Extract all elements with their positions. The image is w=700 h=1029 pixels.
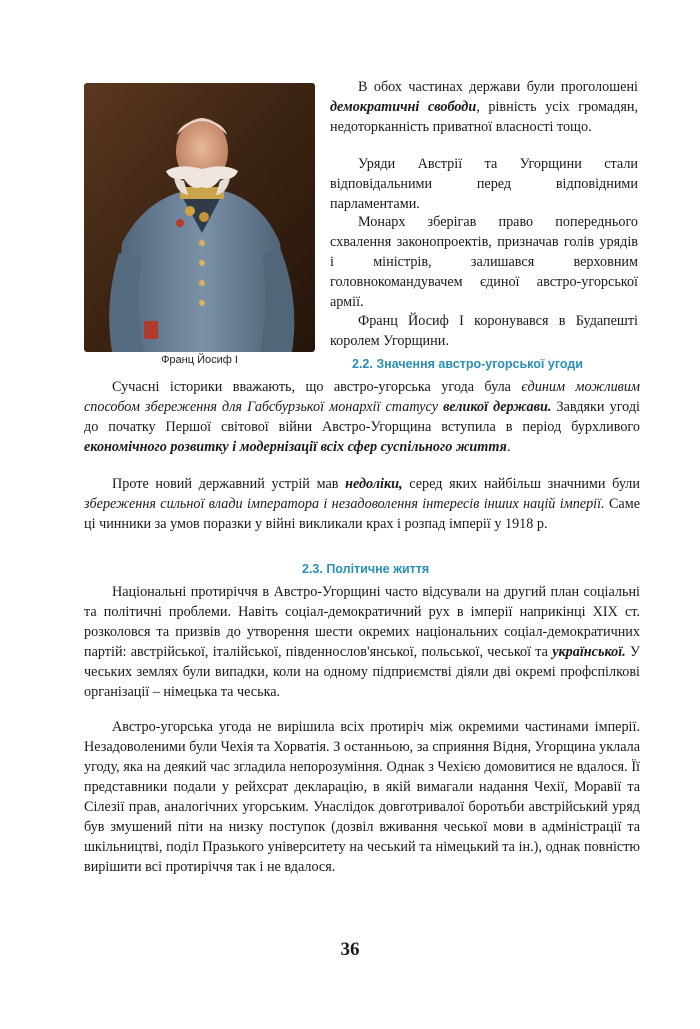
paragraph-historians: Сучасні історики вважають, що австро-угорська угода була єдиним можливим способом збереження для Габсбурзької монархії статусу великої держави. Завдяки угоді до початку Першої світової війни Австро-Угорщина вступила в період бурхливого економічного розвитку і модернізації всіх сфер суспільного життя. xyxy=(84,379,641,455)
page-number: 36 xyxy=(340,939,360,960)
paragraph-coronation: Франц Йосиф І коронувався в Будапешті королем Угорщини. xyxy=(330,313,638,349)
paragraph-national-contradictions: Національні протиріччя в Австро-Угорщині часто відсували на другий план соціальні та політичні проблеми. Навіть соціал-демократичний рух в імперії наприкінці XIX ст. розколовся та призвів до утворення шести окремих національних соціал-демократичних партій: австрійської, італійської, південнослов'янської, польської, чеської та української. У чеських землях були випадки, коли на одному підприємстві діяли дві окремі профспілкові організації – німецька та чеська. xyxy=(84,584,640,700)
section-heading-2-3: 2.3. Політичне життя xyxy=(302,562,430,576)
paragraph-shortcomings: Проте новий державний устрій мав недоліки, серед яких найбільш значними були збереження сильної влади імператора і незадоволення інтересів інших націй імперії. Саме ці чинники за умов поразки у війні викликали крах і розпад імперії у 1918 р. xyxy=(84,476,640,532)
paragraph-governments: Уряди Австрії та Угорщини стали відповідальними перед відповідними парламентами. xyxy=(330,156,638,212)
paragraph-monarch: Монарх зберігав право попереднього схвалення законопроектів, призначав голів урядів і міністрів, залишався верховним головнокомандувачем єдиної австро-угорської армії. xyxy=(330,214,638,310)
section-heading-2-2: 2.2. Значення австро-угорської угоди xyxy=(352,357,583,371)
portrait-franz-joseph xyxy=(84,83,315,352)
paragraph-democratic-freedoms: В обох частинах держави були проголошені демократичні свободи, рівність усіх громадян, недоторканність приватної власності тощо. xyxy=(330,79,638,135)
figure-caption: Франц Йосиф І xyxy=(161,354,238,366)
paragraph-agreement-results: Австро-угорська угода не вирішила всіх протиріч між окремими частинами імперії. Незадоволеними були Чехія та Хорватія. З останньою, за сприяння Відня, Угорщина уклала угоду, яка на деякий час згладила непорозуміння. Однак з Чехією домовитися не вдалося. Її представники подали у рейхсрат декларацію, в якій вимагали надання Чехії, Моравії та Сілезії прав, аналогічних угорським. Унаслідок довготривалої боротьби австрійський уряд був змушений піти на низку поступок (дозвіл вживання чеської мови в адміністрації та шкільництві, поділ Празького університету на чеський та німецький та ін.), однак повністю вирішити всі протиріччя так і не вдалося. xyxy=(84,719,640,875)
